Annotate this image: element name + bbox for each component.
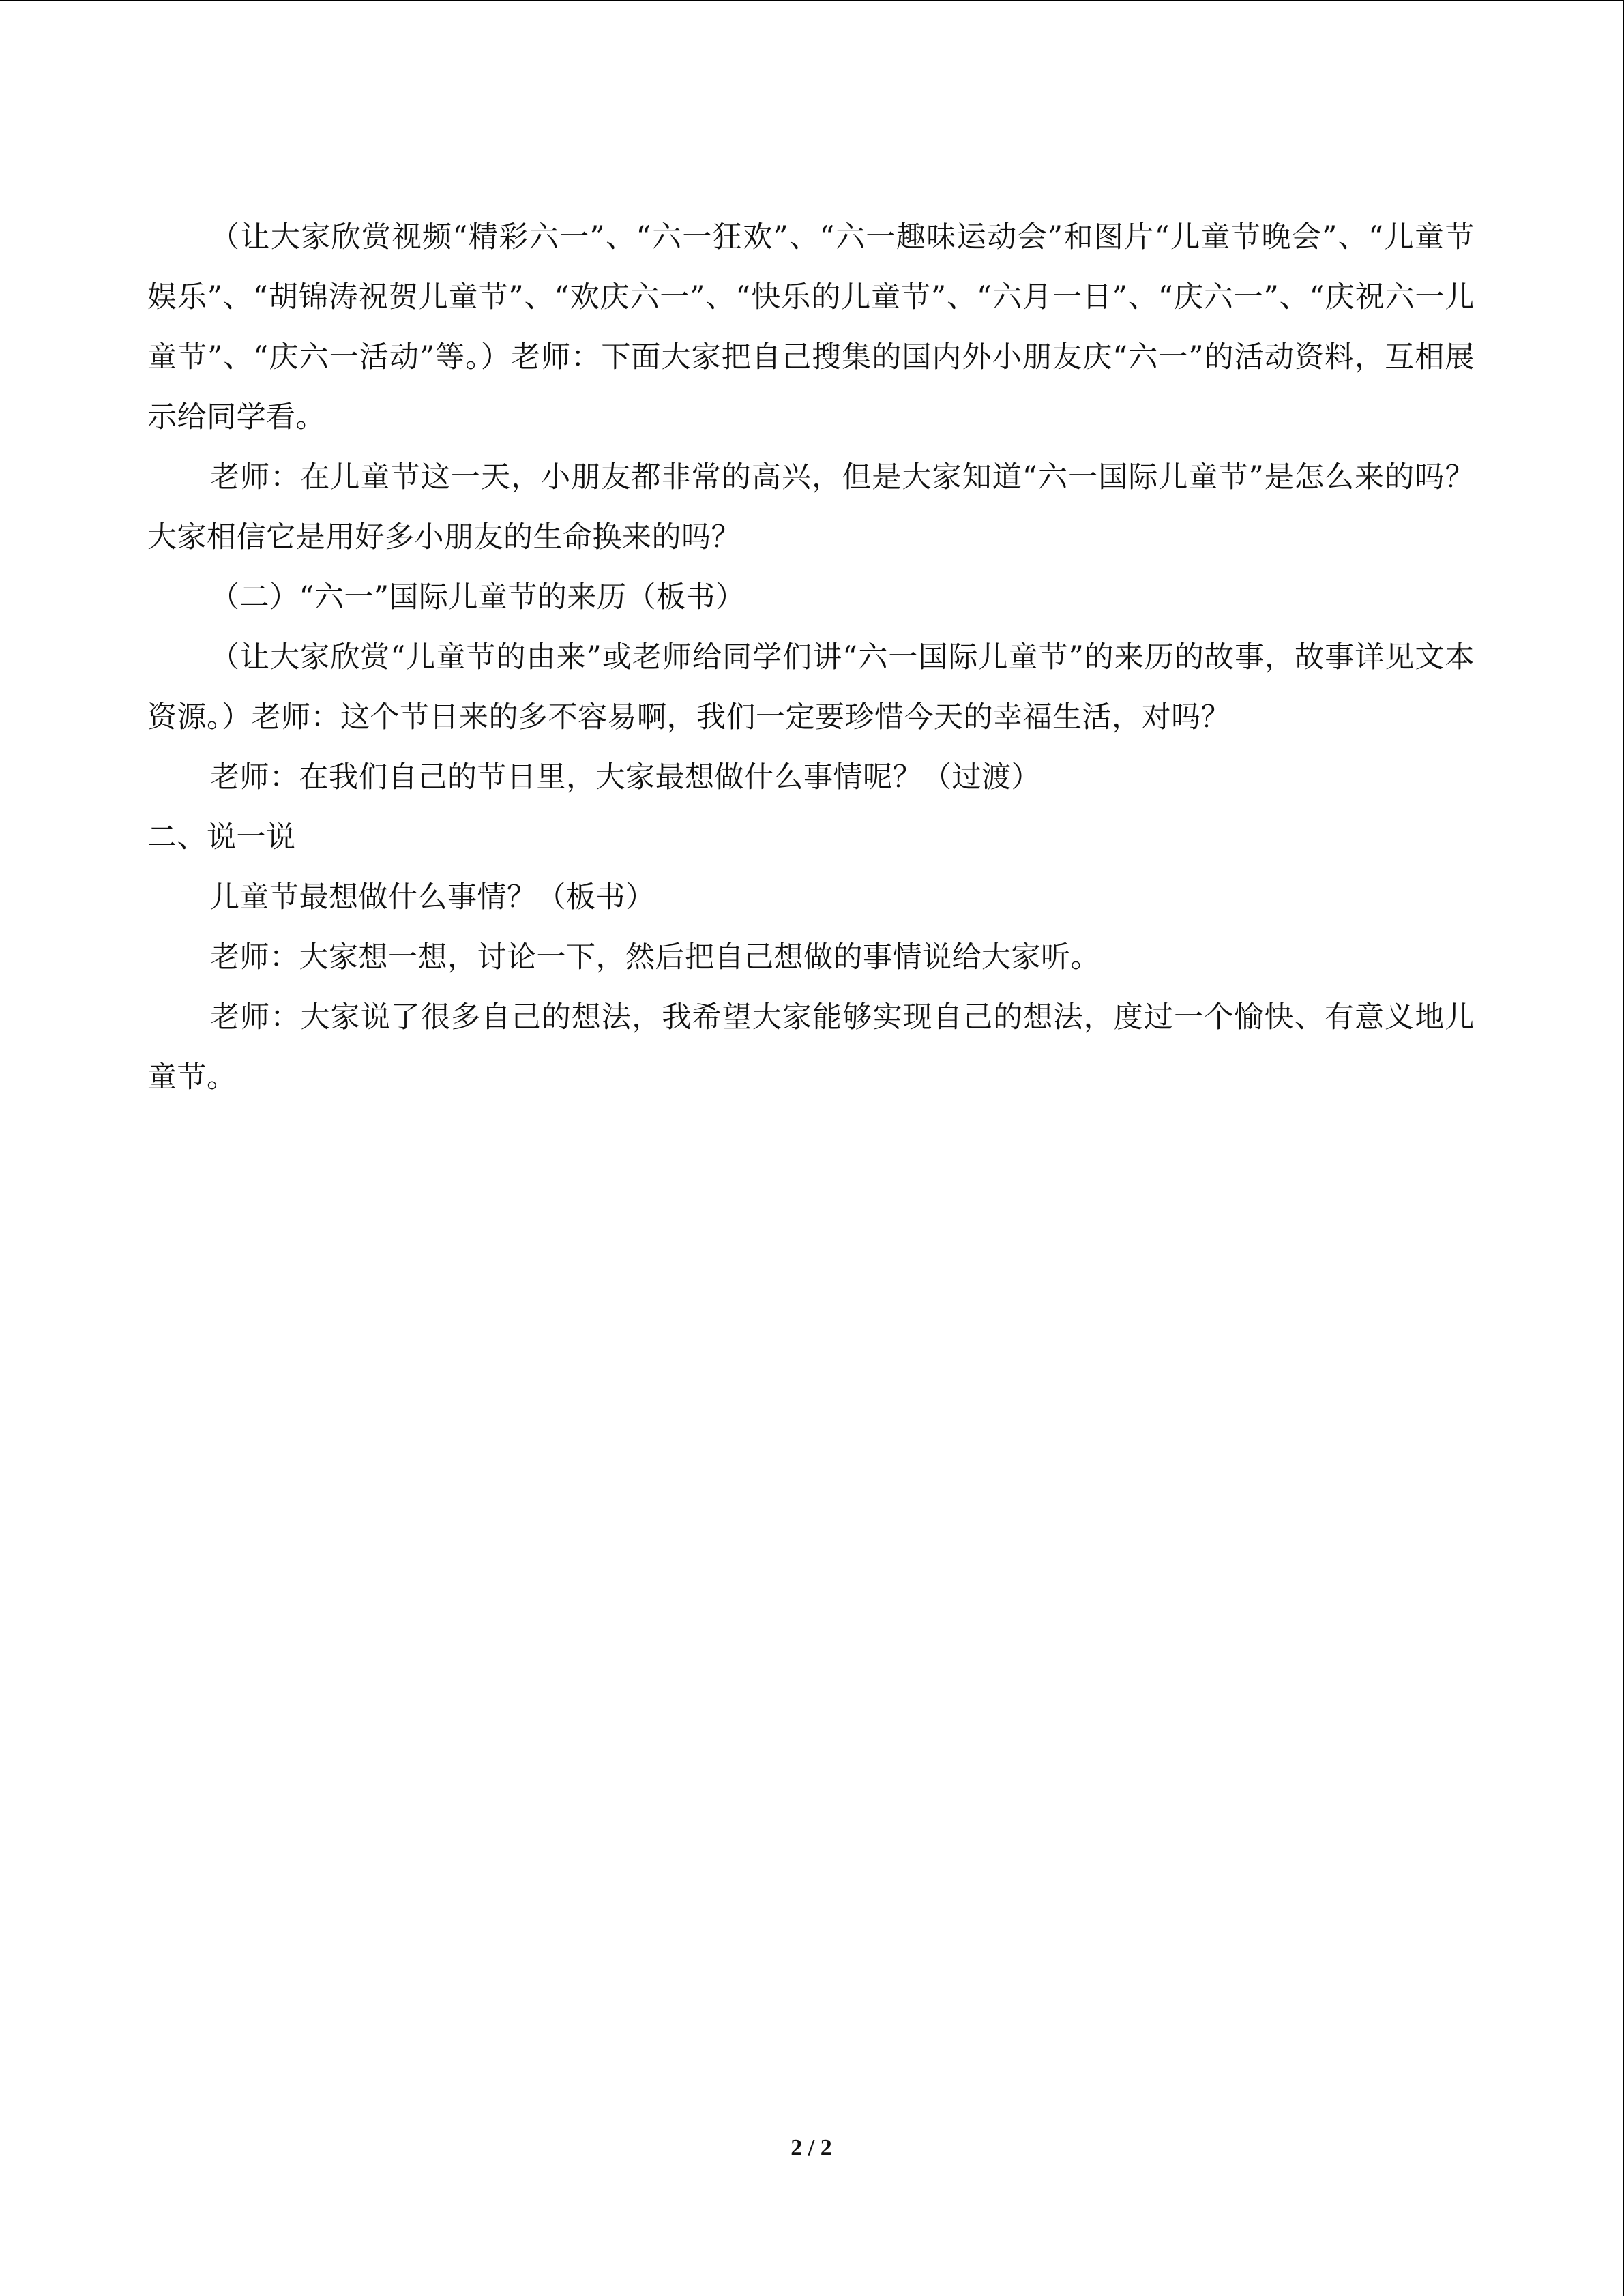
page-number: 2 / 2 <box>791 2135 832 2160</box>
paragraph-board-question: 儿童节最想做什么事情？（板书） <box>210 880 655 914</box>
paragraph-teacher-question: 老师：在儿童节这一天，小朋友都非常的高兴，但是大家知道“六一国际儿童节”是怎么来的吗？大家相信它是用好多小朋友的生命换来的吗？ <box>147 460 1475 554</box>
paragraph-activity-videos: （让大家欣赏视频“精彩六一”、“六一狂欢”、“六一趣味运动会”和图片“儿童节晚会”、“儿童节娱乐”、“胡锦涛祝贺儿童节”、“欢庆六一”、“快乐的儿童节”、“六月一日”、“庆六一”、“庆祝六一儿童节”、“庆六一活动”等。）老师：下面大家把自己搜集的国内外小朋友庆“六一”的活动资料，互相展示给同学看。 <box>147 220 1475 434</box>
paragraph-discussion: 老师：大家想一想，讨论一下，然后把自己想做的事情说给大家听。 <box>210 940 1100 974</box>
section-heading-origin: （二）“六一”国际儿童节的来历（板书） <box>210 580 745 614</box>
paragraph-origin-story: （让大家欣赏“儿童节的由来”或老师给同学们讲“六一国际儿童节”的来历的故事，故事详见文本资源。）老师：这个节日来的多不容易啊，我们一定要珍惜今天的幸福生活，对吗？ <box>147 640 1475 734</box>
section-heading-talk: 二、说一说 <box>147 820 296 854</box>
paragraph-conclusion: 老师：大家说了很多自己的想法，我希望大家能够实现自己的想法，度过一个愉快、有意义地儿童节。 <box>147 1000 1475 1094</box>
document-body <box>147 207 1475 1107</box>
paragraph-transition: 老师：在我们自己的节日里，大家最想做什么事情呢？（过渡） <box>210 760 1041 794</box>
